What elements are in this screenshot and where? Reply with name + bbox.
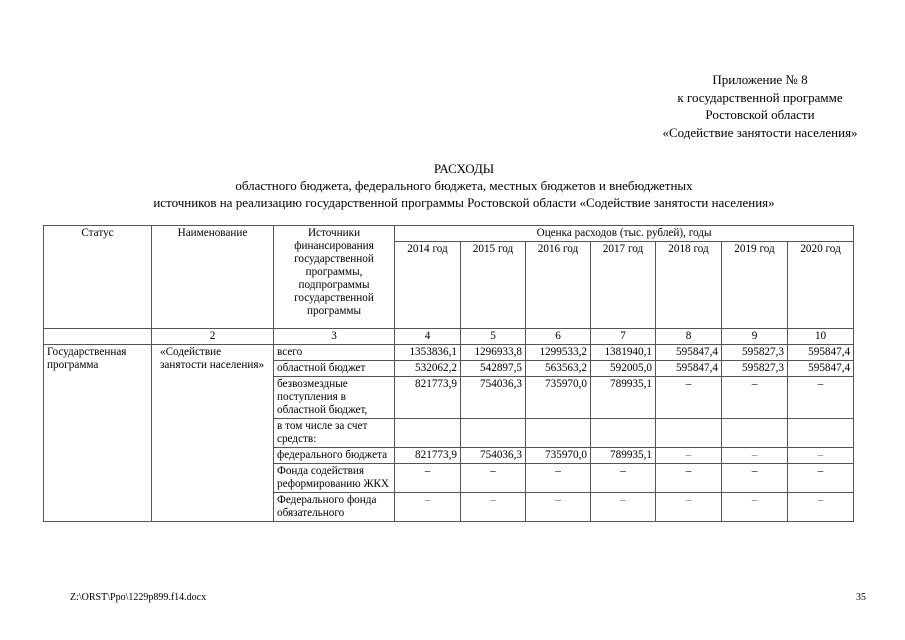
- header-year-2017: 2017 год: [591, 242, 656, 329]
- value-cell: –: [788, 448, 854, 464]
- value-cell: 595847,4: [788, 345, 854, 361]
- header-sources: Источники финансирования государственной программы, подпрограммы государственной программы: [274, 226, 395, 329]
- value-cell: –: [788, 493, 854, 522]
- value-cell: –: [526, 464, 591, 493]
- source-cell: областной бюджет: [274, 361, 395, 377]
- document-heading: [0, 160, 905, 211]
- numbering-cell: 8: [656, 329, 722, 345]
- header-estimate: Оценка расходов (тыс. рублей), годы: [395, 226, 854, 242]
- value-cell: –: [722, 377, 788, 419]
- numbering-cell: 3: [274, 329, 395, 345]
- value-cell: 754036,3: [461, 377, 526, 419]
- value-cell: 1299533,2: [526, 345, 591, 361]
- appendix-line-3: Ростовской области: [705, 107, 815, 122]
- numbering-cell: 2: [152, 329, 274, 345]
- source-cell: безвозмездные поступления в областной бюджет,: [274, 377, 395, 419]
- source-cell: Фонда содействия реформированию ЖКХ: [274, 464, 395, 493]
- table-row: [44, 345, 854, 361]
- footer-file-path: Z:\ORST\Ppo\1229p899.f14.docx: [70, 592, 207, 603]
- value-cell: 1353836,1: [395, 345, 461, 361]
- value-cell: 595847,4: [656, 361, 722, 377]
- numbering-cell: 4: [395, 329, 461, 345]
- value-cell: [656, 419, 722, 448]
- numbering-cell: 9: [722, 329, 788, 345]
- value-cell: 592005,0: [591, 361, 656, 377]
- value-cell: –: [526, 493, 591, 522]
- expenses-table: [43, 225, 854, 522]
- header-year-2015: 2015 год: [461, 242, 526, 329]
- value-cell: –: [722, 493, 788, 522]
- status-cell: Государственная программа: [44, 345, 152, 522]
- value-cell: 789935,1: [591, 377, 656, 419]
- header-name: Наименование: [152, 226, 274, 329]
- program-name-cell: «Содействие занятости населения»: [152, 345, 274, 522]
- value-cell: [591, 419, 656, 448]
- numbering-cell: 7: [591, 329, 656, 345]
- value-cell: 595827,3: [722, 345, 788, 361]
- numbering-cell-1: [44, 329, 152, 345]
- value-cell: [461, 419, 526, 448]
- value-cell: –: [656, 464, 722, 493]
- value-cell: –: [722, 448, 788, 464]
- value-cell: 563563,2: [526, 361, 591, 377]
- value-cell: [526, 419, 591, 448]
- value-cell: –: [395, 493, 461, 522]
- value-cell: –: [656, 448, 722, 464]
- source-cell: Федерального фонда обязательного: [274, 493, 395, 522]
- header-year-2019: 2019 год: [722, 242, 788, 329]
- value-cell: 532062,2: [395, 361, 461, 377]
- numbering-cell: 6: [526, 329, 591, 345]
- source-cell: федерального бюджета: [274, 448, 395, 464]
- numbering-row: [44, 329, 854, 345]
- header-year-2016: 2016 год: [526, 242, 591, 329]
- value-cell: –: [656, 377, 722, 419]
- header-year-2020: 2020 год: [788, 242, 854, 329]
- value-cell: 595827,3: [722, 361, 788, 377]
- value-cell: –: [591, 493, 656, 522]
- value-cell: –: [788, 464, 854, 493]
- source-cell: в том числе за счет средств:: [274, 419, 395, 448]
- numbering-cell: 10: [788, 329, 854, 345]
- value-cell: –: [461, 493, 526, 522]
- value-cell: 789935,1: [591, 448, 656, 464]
- heading-line-2: областного бюджета, федерального бюджета, местных бюджетов и внебюджетных: [235, 178, 693, 193]
- numbering-cell: 5: [461, 329, 526, 345]
- value-cell: –: [656, 493, 722, 522]
- appendix-line-4: «Содействие занятости населения»: [662, 124, 858, 140]
- value-cell: 1296933,8: [461, 345, 526, 361]
- value-cell: 821773,9: [395, 377, 461, 419]
- source-cell: всего: [274, 345, 395, 361]
- heading-title: РАСХОДЫ: [433, 161, 495, 176]
- value-cell: 735970,0: [526, 448, 591, 464]
- value-cell: 735970,0: [526, 377, 591, 419]
- value-cell: 1381940,1: [591, 345, 656, 361]
- value-cell: –: [461, 464, 526, 493]
- header-row-1: [44, 226, 854, 242]
- value-cell: –: [722, 464, 788, 493]
- value-cell: –: [395, 464, 461, 493]
- value-cell: 542897,5: [461, 361, 526, 377]
- value-cell: [788, 419, 854, 448]
- appendix-line-2: к государственной программе: [677, 89, 843, 105]
- heading-line-3: источников на реализацию государственной программы Ростовской области «Содействие занятости населения»: [153, 195, 775, 210]
- value-cell: –: [788, 377, 854, 419]
- header-year-2014: 2014 год: [395, 242, 461, 329]
- appendix-header: [600, 71, 905, 141]
- header-year-2018: 2018 год: [656, 242, 722, 329]
- value-cell: 754036,3: [461, 448, 526, 464]
- page-number: 35: [856, 592, 866, 603]
- value-cell: 821773,9: [395, 448, 461, 464]
- value-cell: [395, 419, 461, 448]
- value-cell: [722, 419, 788, 448]
- appendix-line-1: Приложение № 8: [712, 72, 808, 87]
- header-status: Статус: [44, 226, 152, 329]
- value-cell: 595847,4: [788, 361, 854, 377]
- value-cell: –: [591, 464, 656, 493]
- value-cell: 595847,4: [656, 345, 722, 361]
